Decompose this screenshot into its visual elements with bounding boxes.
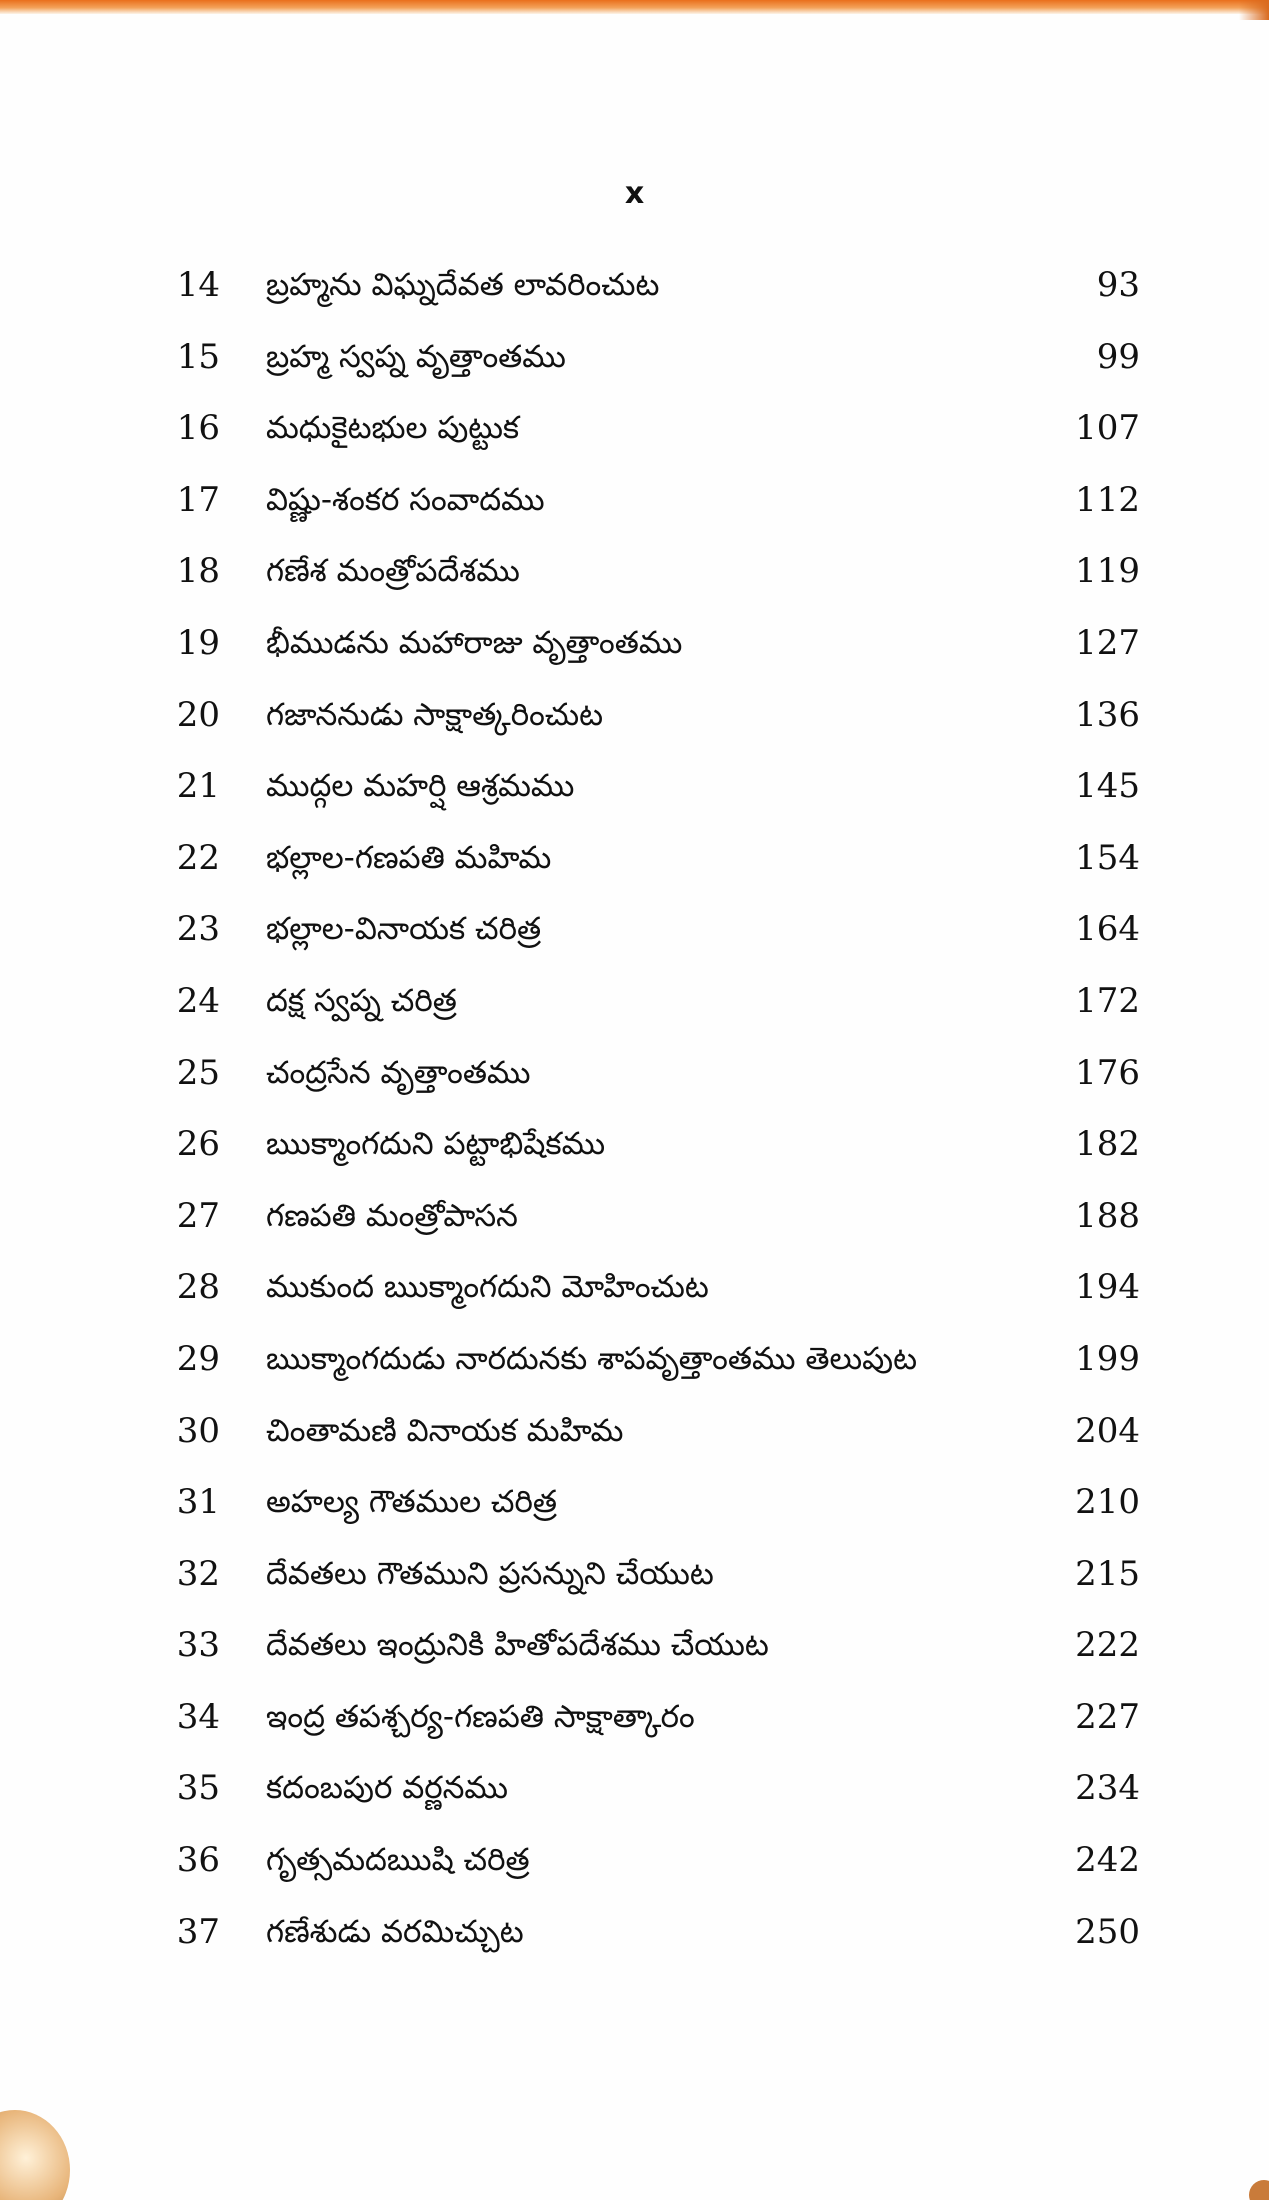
chapter-number: 26 [176,1124,220,1165]
toc-entry [0,405,1269,477]
chapter-number: 22 [176,837,220,878]
chapter-title: చింతామణి వినాయక మహిమ [266,1412,624,1449]
toc-entry [0,906,1269,978]
chapter-title: భల్లాల-గణపతి మహిమ [266,839,552,876]
chapter-title: బ్రహ్మ స్వప్న వృత్తాంతము [266,338,566,375]
chapter-number: 35 [176,1768,220,1809]
chapter-number: 20 [176,694,220,735]
chapter-title: ఇంద్ర తపశ్చర్య-గణపతి సాక్షాత్కారం [266,1698,695,1735]
chapter-number: 30 [176,1410,220,1451]
chapter-page-number: 154 [1075,837,1140,878]
chapter-title: విష్ణు-శంకర సంవాదము [266,481,545,518]
chapter-page-number: 234 [1075,1768,1140,1809]
chapter-number: 36 [176,1840,220,1881]
chapter-title: గణపతి మంత్రోపాసన [266,1197,518,1234]
toc-entry [0,1622,1269,1694]
page-number: x [624,176,645,211]
toc-entry [0,1336,1269,1408]
chapter-title: గృత్సమదఋషి చరిత్ర [266,1842,530,1879]
toc-entry [0,692,1269,764]
chapter-page-number: 119 [1075,551,1140,592]
chapter-number: 34 [176,1696,220,1737]
chapter-number: 33 [176,1625,220,1666]
chapter-title: గణేశ మంత్రోపదేశము [266,553,520,590]
chapter-title: చంద్రసేన వృత్తాంతము [266,1054,531,1091]
chapter-page-number: 145 [1075,766,1140,807]
chapter-number: 21 [176,766,220,807]
chapter-number: 25 [176,1052,220,1093]
chapter-number: 23 [176,909,220,950]
chapter-title: ఋక్మాంగదుని పట్టాభిషేకము [266,1126,606,1163]
chapter-title: కదంబపుర వర్ణనము [266,1770,508,1807]
page-corner-shadow-right [1249,2180,1269,2200]
toc-entry [0,1694,1269,1766]
chapter-title: దేవతలు ఇంద్రునికి హితోపదేశము చేయుట [266,1627,769,1664]
chapter-number: 29 [176,1338,220,1379]
toc-entry [0,978,1269,1050]
toc-entry [0,548,1269,620]
chapter-title: బ్రహ్మను విఘ్నదేవత లావరించుట [266,267,660,303]
chapter-number: 14 [176,265,220,305]
chapter-page-number: 172 [1075,980,1140,1021]
chapter-number: 18 [176,551,220,592]
toc-entry [0,334,1269,406]
chapter-page-number: 99 [1096,336,1140,377]
chapter-page-number: 93 [1096,265,1140,305]
toc-entry [0,1837,1269,1909]
toc-entry [0,763,1269,835]
chapter-title: గజాననుడు సాక్షాత్కరించుట [266,696,604,733]
chapter-number: 17 [176,479,220,520]
chapter-page-number: 136 [1075,694,1140,735]
chapter-page-number: 222 [1075,1625,1140,1666]
chapter-title: దేవతలు గౌతముని ప్రసన్నుని చేయుట [266,1555,714,1592]
cover-edge-top [0,0,1269,14]
chapter-page-number: 112 [1075,479,1140,520]
chapter-title: ఋక్మాంగదుడు నారదునకు శాపవృత్తాంతము తెలుపుట [266,1340,918,1377]
chapter-page-number: 164 [1075,909,1140,950]
chapter-number: 31 [176,1482,220,1523]
chapter-page-number: 210 [1075,1482,1140,1523]
chapter-page-number: 215 [1075,1553,1140,1594]
chapter-page-number: 204 [1075,1410,1140,1451]
chapter-page-number: 199 [1075,1338,1140,1379]
toc-entry [0,1193,1269,1265]
chapter-title: ముకుంద ఋక్మాంగదుని మోహించుట [266,1269,709,1306]
chapter-page-number: 176 [1075,1052,1140,1093]
chapter-number: 28 [176,1267,220,1308]
toc-entry [0,262,1269,334]
toc-entry [0,1479,1269,1551]
chapter-page-number: 250 [1075,1911,1140,1952]
chapter-number: 15 [176,336,220,377]
chapter-title: భల్లాల-వినాయక చరిత్ర [266,911,542,948]
toc-entry [0,1050,1269,1122]
toc-entry [0,477,1269,549]
chapter-number: 16 [176,408,220,449]
chapter-page-number: 194 [1075,1267,1140,1308]
toc-entry [0,1551,1269,1623]
toc-entry [0,620,1269,692]
chapter-page-number: 127 [1075,622,1140,663]
chapter-page-number: 188 [1075,1195,1140,1236]
cover-edge-corner [1239,0,1269,20]
toc-entry [0,1909,1269,1981]
chapter-page-number: 242 [1075,1840,1140,1881]
page-corner-shadow-left [0,2110,70,2200]
chapter-page-number: 107 [1075,408,1140,449]
chapter-number: 32 [176,1553,220,1594]
toc-entry [0,1121,1269,1193]
chapter-title: మధుకైటభుల పుట్టుక [266,410,520,447]
chapter-page-number: 227 [1075,1696,1140,1737]
toc-entry [0,1408,1269,1480]
chapter-number: 24 [176,980,220,1021]
toc-entry [0,1264,1269,1336]
chapter-number: 19 [176,622,220,663]
chapter-number: 27 [176,1195,220,1236]
chapter-title: భీముడను మహారాజు వృత్తాంతము [266,624,683,661]
chapter-title: ముద్గల మహర్షి ఆశ్రమము [266,768,575,805]
chapter-number: 37 [176,1911,220,1952]
chapter-title: అహల్య గౌతముల చరిత్ర [266,1484,557,1521]
chapter-page-number: 182 [1075,1124,1140,1165]
table-of-contents [0,262,1269,1980]
chapter-title: దక్ష స్వప్న చరిత్ర [266,982,457,1019]
toc-entry [0,835,1269,907]
toc-entry [0,1765,1269,1837]
chapter-title: గణేశుడు వరమిచ్చుట [266,1913,524,1950]
